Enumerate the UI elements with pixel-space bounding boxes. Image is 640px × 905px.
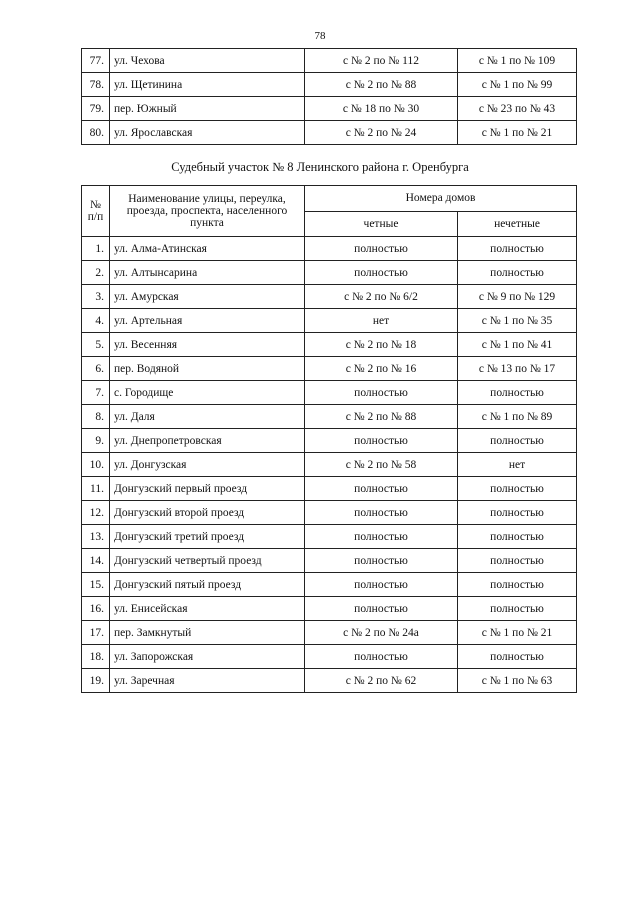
row-number: 11. [82,477,110,501]
row-number: 7. [82,381,110,405]
continuation-table [81,48,577,145]
street-name: ул. Енисейская [110,597,305,621]
row-number: 16. [82,597,110,621]
row-number: 14. [82,549,110,573]
table-row [82,477,577,501]
table-row [82,285,577,309]
street-name: пер. Южный [110,97,305,121]
row-number: 9. [82,429,110,453]
odd-numbers: с № 1 по № 109 [458,49,577,73]
row-number: 18. [82,645,110,669]
street-name: ул. Чехова [110,49,305,73]
odd-numbers: полностью [458,501,577,525]
even-numbers: полностью [305,597,458,621]
header-even: четные [305,211,458,237]
row-number: 10. [82,453,110,477]
table-row [82,501,577,525]
street-name: ул. Заречная [110,669,305,693]
table-row [82,573,577,597]
table-row [82,669,577,693]
odd-numbers: с № 1 по № 21 [458,121,577,145]
table-row [82,333,577,357]
row-number: 4. [82,309,110,333]
row-number: 1. [82,237,110,261]
row-number: 5. [82,333,110,357]
table-row [82,405,577,429]
street-name: ул. Даля [110,405,305,429]
even-numbers: с № 2 по № 24 [305,121,458,145]
header-street-name: Наименование улицы, переулка, проезда, проспекта, населенного пункта [110,186,305,237]
table-row [82,261,577,285]
street-name: ул. Весенняя [110,333,305,357]
even-numbers: полностью [305,477,458,501]
odd-numbers: полностью [458,477,577,501]
table-row [82,357,577,381]
odd-numbers: полностью [458,261,577,285]
street-name: Донгузский первый проезд [110,477,305,501]
even-numbers: нет [305,309,458,333]
street-name: ул. Артельная [110,309,305,333]
odd-numbers: с № 23 по № 43 [458,97,577,121]
street-name: ул. Запорожская [110,645,305,669]
row-number: 77. [82,49,110,73]
table-row [82,49,577,73]
street-name: ул. Алма-Атинская [110,237,305,261]
odd-numbers: с № 1 по № 41 [458,333,577,357]
even-numbers: с № 18 по № 30 [305,97,458,121]
street-name: ул. Днепропетровская [110,429,305,453]
header-odd: нечетные [458,211,577,237]
street-name: ул. Щетинина [110,73,305,97]
row-number: 8. [82,405,110,429]
table-row [82,525,577,549]
even-numbers: полностью [305,429,458,453]
row-number: 2. [82,261,110,285]
street-name: Донгузский третий проезд [110,525,305,549]
table-row [82,645,577,669]
row-number: 19. [82,669,110,693]
odd-numbers: с № 9 по № 129 [458,285,577,309]
odd-numbers: с № 13 по № 17 [458,357,577,381]
header-num: № п/п [82,186,110,237]
table-row [82,621,577,645]
table-row [82,237,577,261]
street-name: ул. Алтынсарина [110,261,305,285]
row-number: 79. [82,97,110,121]
even-numbers: полностью [305,501,458,525]
even-numbers: с № 2 по № 88 [305,73,458,97]
even-numbers: с № 2 по № 88 [305,405,458,429]
street-name: пер. Водяной [110,357,305,381]
street-name: с. Городище [110,381,305,405]
table-row [82,97,577,121]
odd-numbers: с № 1 по № 99 [458,73,577,97]
even-numbers: полностью [305,645,458,669]
even-numbers: полностью [305,381,458,405]
even-numbers: полностью [305,525,458,549]
even-numbers: с № 2 по № 6/2 [305,285,458,309]
even-numbers: с № 2 по № 112 [305,49,458,73]
odd-numbers: полностью [458,381,577,405]
odd-numbers: с № 1 по № 35 [458,309,577,333]
street-name: ул. Ярославская [110,121,305,145]
district-streets-table [81,185,577,693]
even-numbers: полностью [305,573,458,597]
header-house-numbers: Номера домов [305,186,577,212]
table-row [82,453,577,477]
row-number: 80. [82,121,110,145]
odd-numbers: полностью [458,549,577,573]
even-numbers: с № 2 по № 58 [305,453,458,477]
odd-numbers: полностью [458,573,577,597]
street-name: ул. Амурская [110,285,305,309]
row-number: 17. [82,621,110,645]
even-numbers: полностью [305,237,458,261]
row-number: 12. [82,501,110,525]
street-name: Донгузский второй проезд [110,501,305,525]
row-number: 15. [82,573,110,597]
odd-numbers: нет [458,453,577,477]
odd-numbers: полностью [458,237,577,261]
row-number: 13. [82,525,110,549]
even-numbers: с № 2 по № 24а [305,621,458,645]
odd-numbers: полностью [458,429,577,453]
street-name: пер. Замкнутый [110,621,305,645]
page-number: 78 [314,30,326,42]
row-number: 6. [82,357,110,381]
street-name: Донгузский пятый проезд [110,573,305,597]
even-numbers: полностью [305,261,458,285]
odd-numbers: полностью [458,645,577,669]
section-title: Судебный участок № 8 Ленинского района г. Оренбурга [171,160,469,174]
odd-numbers: полностью [458,525,577,549]
odd-numbers: с № 1 по № 89 [458,405,577,429]
table-row [82,121,577,145]
even-numbers: полностью [305,549,458,573]
table-row [82,73,577,97]
even-numbers: с № 2 по № 16 [305,357,458,381]
table-row [82,597,577,621]
table-row [82,309,577,333]
odd-numbers: полностью [458,597,577,621]
row-number: 3. [82,285,110,309]
odd-numbers: с № 1 по № 63 [458,669,577,693]
table-row [82,549,577,573]
even-numbers: с № 2 по № 18 [305,333,458,357]
odd-numbers: с № 1 по № 21 [458,621,577,645]
street-name: Донгузский четвертый проезд [110,549,305,573]
even-numbers: с № 2 по № 62 [305,669,458,693]
table-row [82,429,577,453]
row-number: 78. [82,73,110,97]
street-name: ул. Донгузская [110,453,305,477]
table-row [82,381,577,405]
